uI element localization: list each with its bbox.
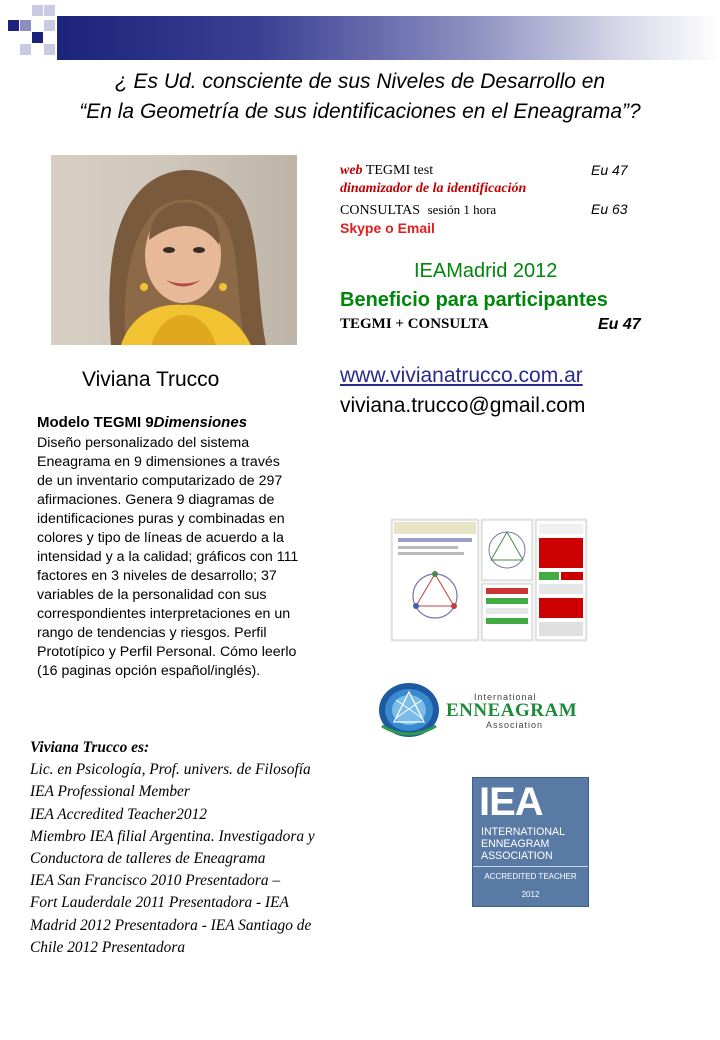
decor-square [20, 44, 31, 55]
model-line: afirmaciones. Genera 9 diagramas de [37, 492, 275, 508]
accredited-teacher-badge [472, 777, 589, 907]
bio-line: Miembro IEA filial Argentina. Investigadora y [30, 827, 315, 845]
badge-line: INTERNATIONAL [481, 826, 565, 838]
price-tegmi-test: Eu 47 [591, 162, 628, 178]
model-line: Diseño personalizado del sistema [37, 435, 250, 451]
badge-line: ASSOCIATION [481, 850, 553, 862]
iea-logo-enneagram: ENNEAGRAM [446, 700, 578, 721]
badge-org-name [481, 826, 565, 862]
bio-line: Lic. en Psicología, Prof. univers. de Filosofía [30, 761, 311, 779]
consultas-label: CONSULTAS [340, 203, 421, 218]
offer-price: Eu 47 [598, 316, 641, 333]
service-consultas [340, 202, 496, 219]
bio-line: Chile 2012 Presentadora [30, 938, 186, 956]
model-line: rango de tendencias y riesgos. Perfil [37, 625, 267, 641]
model-line: factores en 3 niveles de desarrollo; 37 [37, 568, 277, 584]
bio-line: Madrid 2012 Presentadora - IEA Santiago de [30, 916, 312, 934]
email-address[interactable]: viviana.trucco@gmail.com [340, 394, 586, 417]
decor-square [44, 44, 55, 55]
model-title-bold: Modelo TEGMI 9 [37, 414, 154, 431]
iea-logo-international: International [474, 692, 537, 702]
tegmi-test-label: TEGMI test [365, 163, 434, 178]
model-line: (16 paginas opción español/inglés). [37, 663, 261, 679]
badge-line: ENNEAGRAM [481, 838, 550, 850]
model-title [37, 414, 247, 431]
contact-method: Skype o Email [340, 220, 435, 236]
decor-square [20, 20, 31, 31]
bio-line: IEA San Francisco 2010 Presentadora – [30, 872, 281, 890]
bio-section [30, 737, 390, 959]
badge-iea: IEA [479, 780, 543, 824]
model-line: Prototípico y Perfil Personal. Cómo leerlo [37, 644, 297, 660]
offer-event: IEAMadrid 2012 [414, 260, 558, 282]
decor-square [44, 5, 55, 16]
decor-square [32, 5, 43, 16]
offer-benefit: Beneficio para participantes [340, 289, 608, 311]
model-line: intensidad y a la calidad; gráficos con 111 [37, 549, 299, 565]
iea-association-logo [376, 680, 606, 740]
model-line: identificaciones puras y combinadas en [37, 511, 285, 527]
badge-year: 2012 [521, 890, 540, 899]
price-consultas: Eu 63 [591, 201, 628, 217]
model-line: colores y tipo de líneas de acuerdo a la [37, 530, 284, 546]
bio-heading: Viviana Trucco es: [30, 739, 150, 756]
model-line: correspondientes interpretaciones en un [37, 606, 291, 622]
badge-divider [473, 866, 588, 867]
web-prefix: web [340, 163, 363, 178]
sesion-label: sesión 1 hora [427, 202, 497, 217]
report-preview-image [390, 518, 588, 642]
model-line: de un inventario computarizado de 297 [37, 473, 283, 489]
model-description [37, 434, 342, 681]
model-title-italic: Dimensiones [153, 414, 248, 431]
website-link[interactable]: www.vivianatrucco.com.ar [340, 364, 583, 387]
model-line: variables de la personalidad con sus [37, 587, 267, 603]
bio-line: Fort Lauderdale 2011 Presentadora - IEA [30, 894, 289, 912]
iea-logo-association: Association [486, 720, 544, 730]
profile-name: Viviana Trucco [82, 368, 220, 391]
bio-line: Conductora de talleres de Eneagrama [30, 850, 266, 868]
offer-package: TEGMI + CONSULTA [340, 316, 489, 332]
decor-square [32, 32, 43, 43]
header-gradient-bar [57, 16, 720, 60]
bio-line: IEA Accredited Teacher2012 [30, 805, 207, 823]
service-tegmi-test [340, 163, 433, 179]
bio-line: IEA Professional Member [30, 783, 190, 801]
model-line: Eneagrama en 9 dimensiones a través [37, 454, 280, 470]
page-title-line1: ¿ Es Ud. consciente de sus Niveles de Desarrollo en [114, 70, 606, 93]
decor-square [44, 20, 55, 31]
badge-role: ACCREDITED TEACHER [484, 872, 577, 881]
page-title-line2: “En la Geometría de sus identificaciones en el Eneagrama”? [79, 100, 641, 123]
service-dinamizador: dinamizador de la identificación [340, 181, 527, 196]
decor-square [8, 20, 19, 31]
portrait-photo [51, 155, 297, 345]
